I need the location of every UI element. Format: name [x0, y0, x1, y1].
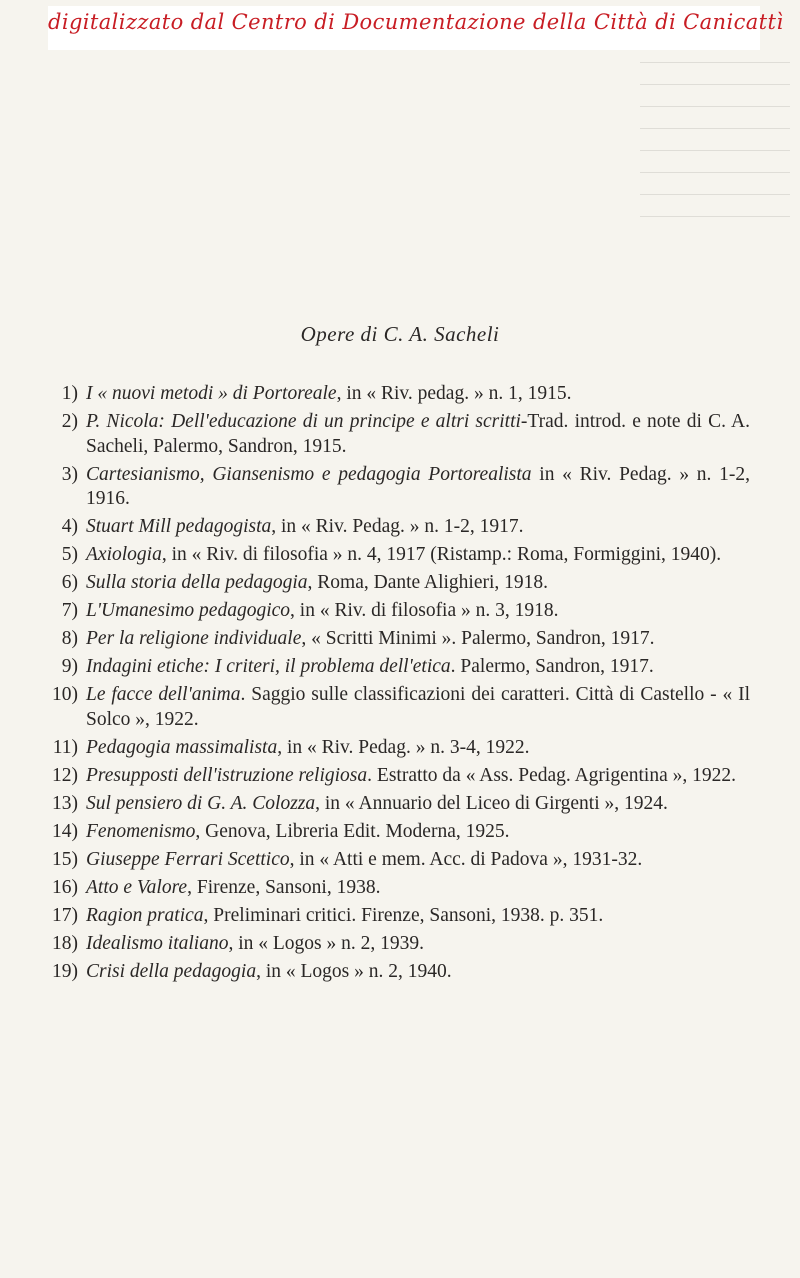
- work-number: 7): [61, 600, 78, 621]
- work-title: Giuseppe Ferrari Scettico: [86, 848, 290, 870]
- work-details: , in « Riv. Pedag. » n. 3-4, 1922.: [277, 736, 530, 758]
- work-title: Crisi della pedagogia: [86, 960, 257, 982]
- work-details: , Firenze, Sansoni, 1938.: [187, 876, 381, 898]
- work-item: [0, 515, 800, 540]
- work-number: 12): [52, 764, 78, 786]
- work-title: Presupposti dell'istruzione religiosa: [86, 764, 368, 786]
- work-details: -Trad. introd. e note di C. A. Sacheli, Palermo, Sandron, 1915.: [86, 411, 750, 457]
- work-title: Ragion pratica: [86, 904, 204, 926]
- work-title: L'Umanesimo pedagogico: [86, 600, 291, 621]
- page-title: Opere di C. A. Sacheli: [300, 322, 500, 346]
- work-details: , in « Riv. pedag. » n. 1, 1915.: [336, 383, 572, 404]
- watermark-text: digitalizzato dal Centro di Documentazione della Città di Canicattì: [48, 10, 784, 34]
- work-number: 3): [61, 463, 78, 485]
- work-item: [0, 848, 800, 873]
- work-title: Indagini etiche: I criteri, il problema dell'etica: [86, 656, 451, 677]
- work-details: , « Scritti Minimi ». Palermo, Sandron, 1917.: [301, 628, 655, 649]
- work-number: 4): [61, 516, 78, 537]
- work-item: [0, 960, 800, 985]
- work-details: , in « Logos » n. 2, 1940.: [256, 960, 452, 982]
- work-item: [0, 655, 800, 680]
- work-title: Pedagogia massimalista: [86, 736, 278, 758]
- work-details: , Roma, Dante Alighieri, 1918.: [307, 572, 549, 593]
- work-number: 8): [61, 628, 78, 649]
- work-details: . Saggio sulle classificazioni dei caratteri. Città di Castello - « Il Solco », 1922.: [86, 684, 750, 730]
- work-number: 16): [52, 876, 78, 898]
- work-title: I « nuovi metodi » di Portoreale: [86, 383, 337, 404]
- work-title: Fenomenismo: [86, 820, 196, 842]
- work-item: [0, 764, 800, 789]
- work-item: [0, 382, 800, 407]
- work-details: in « Riv. Pedag. » n. 1-2, 1916.: [86, 463, 750, 509]
- work-number: 6): [61, 572, 78, 593]
- work-item: [0, 904, 800, 929]
- work-title: Atto e Valore: [86, 876, 188, 898]
- work-item: [0, 792, 800, 817]
- work-item: [0, 543, 800, 568]
- work-item: [0, 820, 800, 845]
- work-item: [0, 932, 800, 957]
- work-details: . Palermo, Sandron, 1917.: [450, 656, 654, 677]
- work-details: , in « Annuario del Liceo di Girgenti », 1924.: [315, 792, 668, 814]
- work-details: , in « Atti e mem. Acc. di Padova », 1931-32.: [289, 848, 643, 870]
- work-title: Axiologia: [86, 544, 162, 565]
- work-title: Stuart Mill pedagogista: [86, 516, 272, 537]
- work-number: 9): [61, 656, 78, 677]
- work-details: , Preliminari critici. Firenze, Sansoni, 1938. p. 351.: [203, 904, 604, 926]
- work-title: Cartesianismo, Giansenismo e pedagogia Portorealista: [86, 463, 532, 485]
- work-title: Idealismo italiano: [86, 932, 229, 954]
- work-item: [0, 876, 800, 901]
- work-details: , in « Riv. di filosofia » n. 3, 1918.: [290, 600, 559, 621]
- work-number: 13): [52, 792, 78, 814]
- work-details: , in « Riv. Pedag. » n. 1-2, 1917.: [271, 516, 524, 537]
- work-item: [0, 627, 800, 652]
- bleed-through-texture: [640, 62, 790, 272]
- work-item: [0, 683, 800, 732]
- work-number: 10): [52, 684, 78, 705]
- work-item: [0, 463, 800, 512]
- work-number: 19): [52, 960, 78, 982]
- work-item: [0, 599, 800, 624]
- work-number: 17): [52, 904, 78, 926]
- work-item: [0, 410, 800, 459]
- work-title: Per la religione individuale: [86, 628, 302, 649]
- work-item: [0, 571, 800, 596]
- work-number: 11): [52, 736, 78, 758]
- work-title: Sul pensiero di G. A. Colozza: [86, 792, 316, 814]
- work-details: , in « Logos » n. 2, 1939.: [228, 932, 424, 954]
- work-details: . Estratto da « Ass. Pedag. Agrigentina », 1922.: [367, 764, 736, 786]
- work-number: 1): [61, 383, 78, 404]
- work-number: 18): [52, 932, 78, 954]
- work-details: , Genova, Libreria Edit. Moderna, 1925.: [195, 820, 510, 842]
- work-number: 5): [61, 544, 78, 565]
- work-details: , in « Riv. di filosofia » n. 4, 1917 (Ristamp.: Roma, Formiggini, 1940).: [161, 544, 722, 565]
- work-title: Sulla storia della pedagogia: [86, 572, 308, 593]
- work-number: 2): [61, 411, 78, 432]
- work-number: 15): [52, 848, 78, 870]
- watermark-banner: [48, 6, 784, 50]
- work-title: Le facce dell'anima: [86, 684, 241, 705]
- work-title: P. Nicola: Dell'educazione di un principe e altri scritti: [86, 411, 521, 432]
- works-list: [0, 382, 800, 988]
- work-number: 14): [52, 820, 78, 842]
- work-item: [0, 736, 800, 761]
